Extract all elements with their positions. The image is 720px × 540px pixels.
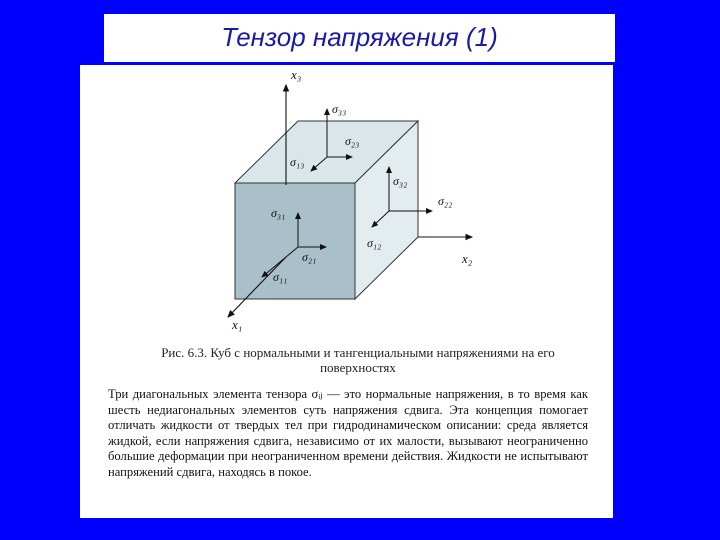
- label-s13: σ₁₃: [290, 155, 305, 169]
- label-s22: σ₂₂: [438, 194, 453, 208]
- label-s23: σ₂₃: [345, 134, 360, 148]
- label-s31: σ₃₁: [271, 206, 286, 220]
- title-box: [104, 14, 615, 62]
- slide-title: Тензор напряжения (1): [221, 22, 498, 52]
- label-x1: x₁: [232, 317, 243, 332]
- label-s12: σ₁₂: [367, 236, 382, 250]
- cube-front-face: [235, 183, 355, 299]
- label-x3: x₃: [291, 67, 302, 82]
- label-s11: σ₁₁: [273, 270, 288, 284]
- label-s21: σ₂₁: [302, 250, 317, 264]
- stress-cube-figure: [80, 65, 613, 345]
- label-s32: σ₃₂: [393, 174, 408, 188]
- body-paragraph: Три диагональных элемента тензора σᵢⱼ — это нормальные напряжения, в то время как шесть недиагональных элементов суть напряжения сдвига. Эта концепция помогает отличать жидкости от твердых тел при гидродинамическом описании: среда является жидкой, если напряжения сдвига, независимо от их малости, вызывают неограниченно большие деформации при неограниченном времени действия. Жидкости не испытывают напряжений сдвига, находясь в покое.: [108, 387, 588, 479]
- label-s33: σ₃₃: [332, 102, 347, 116]
- label-x2: x₂: [462, 251, 473, 266]
- figure-caption: Рис. 6.3. Куб с нормальными и тангенциальными напряжениями на его поверхностях: [161, 345, 555, 375]
- content-panel: [80, 65, 613, 518]
